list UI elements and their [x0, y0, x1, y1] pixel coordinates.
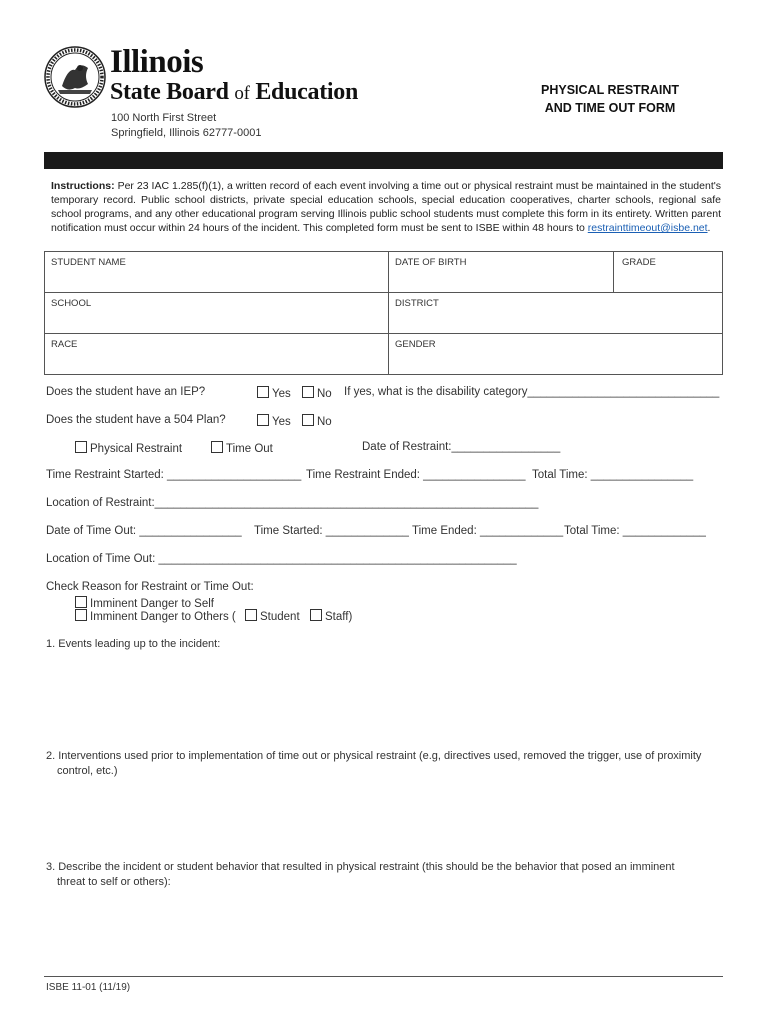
- plan504-yes-label: Yes: [272, 416, 291, 428]
- address-line-2: Springfield, Illinois 62777-0001: [111, 127, 262, 139]
- date-of-birth-label: DATE OF BIRTH: [395, 257, 467, 268]
- race-label: RACE: [51, 339, 78, 350]
- iep-no-checkbox[interactable]: [302, 386, 314, 398]
- imminent-self-label: Imminent Danger to Self: [90, 598, 215, 610]
- logo-state-board-text: State Board: [110, 79, 235, 105]
- gender-field[interactable]: [389, 334, 722, 374]
- total-time-restraint-field[interactable]: Total Time: ________________: [532, 469, 694, 481]
- iep-yes-label: Yes: [272, 388, 291, 400]
- disability-category-field[interactable]: If yes, what is the disability category______________________________: [344, 386, 720, 398]
- time-restraint-started-field[interactable]: Time Restraint Started: _____________________: [46, 469, 302, 481]
- date-of-restraint-field[interactable]: Date of Restraint:_________________: [362, 441, 561, 453]
- iep-yes-checkbox[interactable]: [257, 386, 269, 398]
- physical-restraint-checkbox[interactable]: [75, 441, 87, 453]
- date-of-time-out-field[interactable]: Date of Time Out: ________________: [46, 525, 242, 537]
- question-2-line-1: 2. Interventions used prior to implementation of time out or physical restraint (e.g, directives used, removed the trigger, use of proximity: [46, 750, 702, 762]
- location-of-restraint-field[interactable]: Location of Restraint:____________________________________________________________: [46, 497, 539, 509]
- iep-no-option[interactable]: [302, 386, 332, 400]
- staff-label: Staff): [325, 611, 353, 623]
- instructions-text: Per 23 IAC 1.285(f)(1), a written record of each event involving a time out or physical restraint must be maintained in the student's temporary record. Public school districts, private special education schools, special education cooperatives, charter schools, regional safe school programs, and any other educational program serving Illinois public school students must complete this form in its entirety. Written parent notification must occur within 24 hours of the incident. This completed form must be sent to ISBE within 48 hours to: [51, 180, 721, 234]
- address-line-1: 100 North First Street: [111, 112, 217, 124]
- staff-checkbox[interactable]: [310, 609, 322, 621]
- logo-education: Education: [249, 79, 359, 105]
- plan504-yes-option[interactable]: [257, 414, 291, 428]
- imminent-others-label: Imminent Danger to Others (: [90, 611, 236, 623]
- question-1: 1. Events leading up to the incident:: [46, 638, 221, 650]
- instructions-end: .: [707, 222, 711, 234]
- student-name-label: STUDENT NAME: [51, 257, 126, 268]
- question-3-line-1: 3. Describe the incident or student behavior that resulted in physical restraint (this should be the behavior that posed an imminent: [46, 861, 675, 873]
- gender-label: GENDER: [395, 339, 436, 350]
- staff-option[interactable]: [310, 609, 352, 623]
- instructions-label: Instructions:: [51, 180, 115, 192]
- form-title: [510, 81, 710, 117]
- school-label: SCHOOL: [51, 298, 92, 309]
- question-2-line-2: control, etc.): [57, 765, 118, 777]
- imminent-self-option[interactable]: [75, 596, 214, 610]
- logo-of: of: [234, 83, 250, 104]
- imminent-others-checkbox[interactable]: [75, 609, 87, 621]
- imminent-self-checkbox[interactable]: [75, 596, 87, 608]
- location-of-time-out-field[interactable]: Location of Time Out: ________________________________________________________: [46, 553, 517, 565]
- time-started-field[interactable]: Time Started: _____________: [254, 525, 409, 537]
- time-ended-field[interactable]: Time Ended: _____________: [412, 525, 564, 537]
- iep-question: Does the student have an IEP?: [46, 386, 206, 398]
- form-title-line-1: PHYSICAL RESTRAINT: [541, 83, 679, 97]
- total-time-out-field[interactable]: Total Time: _____________: [564, 525, 706, 537]
- form-title-line-2: AND TIME OUT FORM: [544, 101, 676, 115]
- illinois-state-seal-icon: [44, 46, 106, 108]
- logo-state-board: [110, 78, 358, 108]
- grade-field[interactable]: [614, 252, 722, 293]
- plan504-no-label: No: [317, 416, 332, 428]
- footer-rule: [44, 976, 723, 977]
- time-out-label: Time Out: [226, 443, 273, 455]
- student-name-field[interactable]: [45, 252, 389, 293]
- date-of-birth-field[interactable]: [389, 252, 614, 293]
- plan504-yes-checkbox[interactable]: [257, 414, 269, 426]
- iep-no-label: No: [317, 388, 332, 400]
- race-field[interactable]: [45, 334, 389, 374]
- question-3-line-2: threat to self or others):: [57, 876, 171, 888]
- time-out-checkbox[interactable]: [211, 441, 223, 453]
- student-option[interactable]: [245, 609, 300, 623]
- grade-label: GRADE: [622, 257, 656, 268]
- district-label: DISTRICT: [395, 298, 439, 309]
- email-link[interactable]: restrainttimeout@isbe.net: [587, 222, 708, 234]
- plan504-no-option[interactable]: [302, 414, 332, 428]
- physical-restraint-label: Physical Restraint: [90, 443, 183, 455]
- form-id: ISBE 11-01 (11/19): [46, 982, 131, 993]
- header-divider-bar: [44, 152, 723, 169]
- logo-illinois: Illinois: [110, 44, 204, 80]
- check-reason-heading: Check Reason for Restraint or Time Out:: [46, 581, 254, 593]
- iep-yes-option[interactable]: [257, 386, 291, 400]
- time-out-option[interactable]: [211, 441, 273, 455]
- student-info-grid: [44, 251, 723, 375]
- instructions: [51, 179, 721, 235]
- plan504-no-checkbox[interactable]: [302, 414, 314, 426]
- school-field[interactable]: [45, 293, 389, 334]
- district-field[interactable]: [389, 293, 722, 334]
- plan504-question: Does the student have a 504 Plan?: [46, 414, 226, 426]
- student-label: Student: [260, 611, 300, 623]
- imminent-others-option[interactable]: [75, 609, 236, 623]
- student-checkbox[interactable]: [245, 609, 257, 621]
- physical-restraint-option[interactable]: [75, 441, 182, 455]
- time-restraint-ended-field[interactable]: Time Restraint Ended: ________________: [306, 469, 526, 481]
